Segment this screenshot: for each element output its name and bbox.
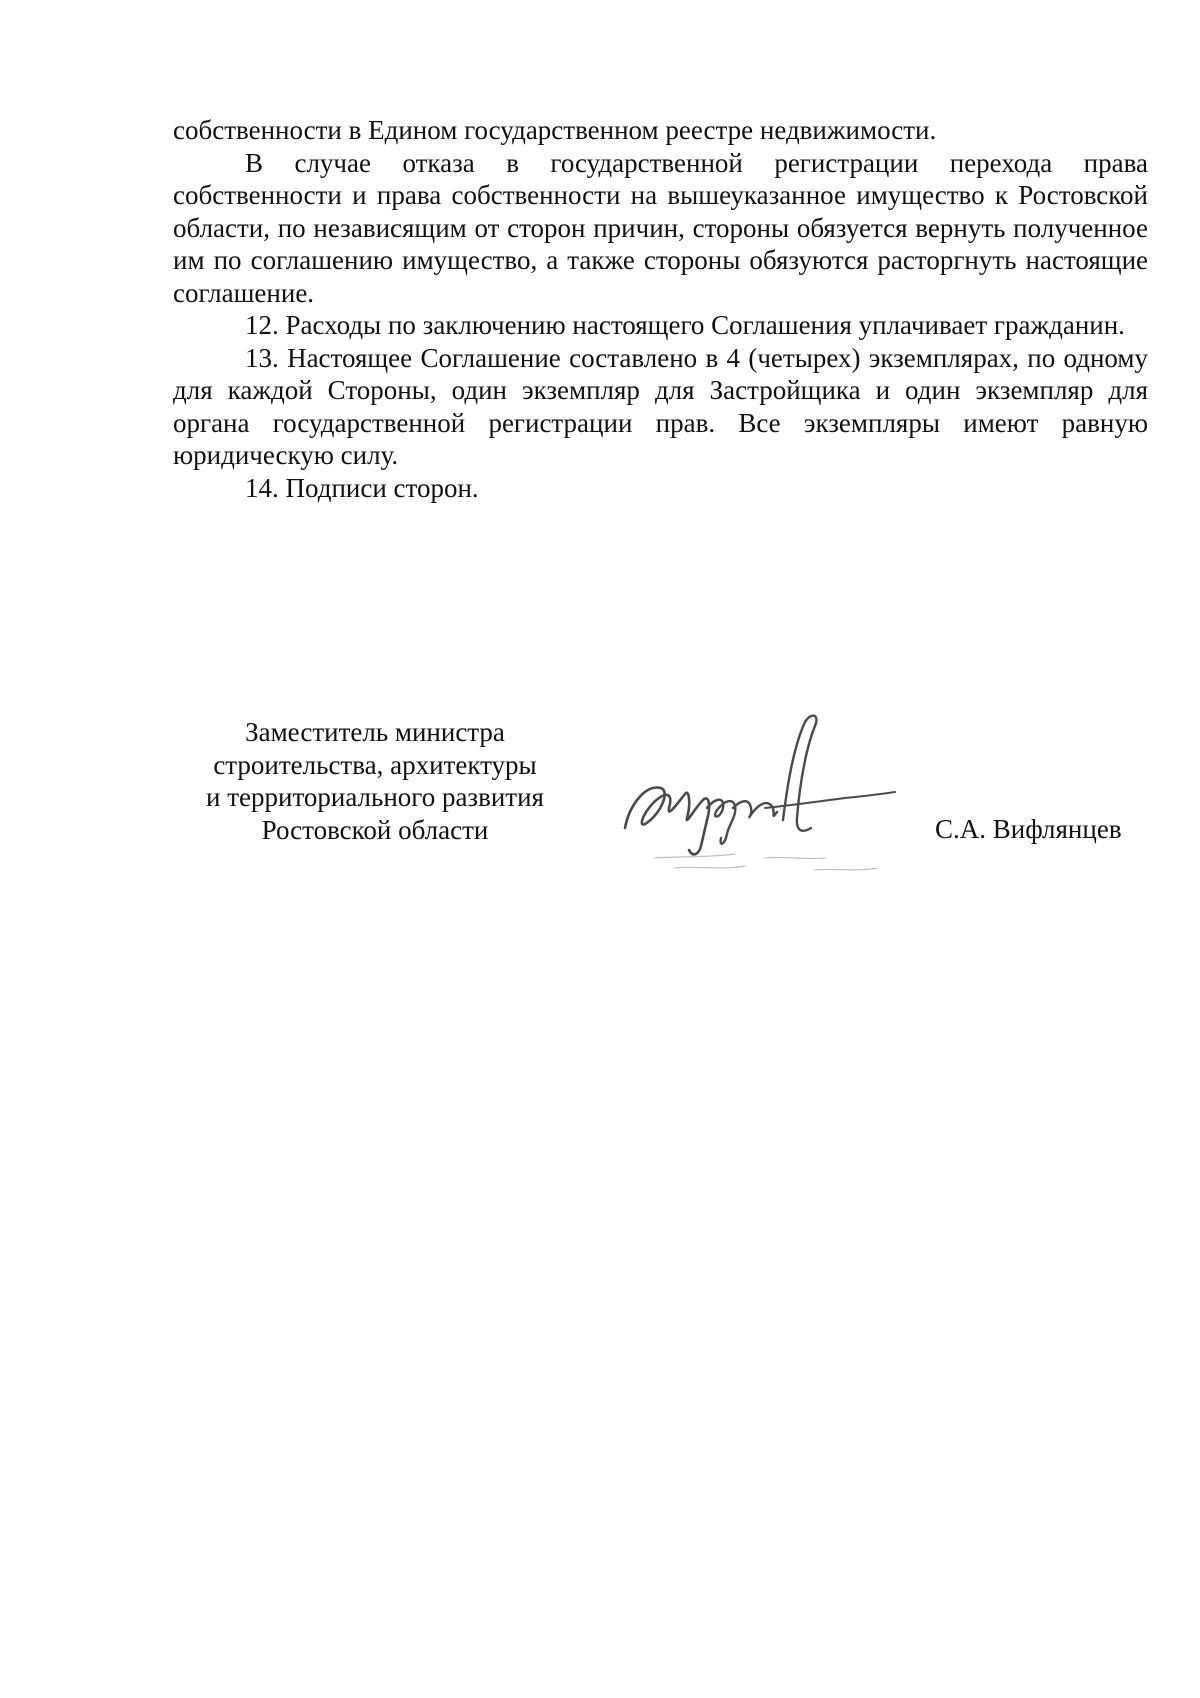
signature-block — [0, 716, 1200, 896]
paragraph-clause-12: 12. Расходы по заключению настоящего Соглашения уплачивает гражданин. — [245, 310, 1125, 340]
signer-position — [160, 716, 590, 846]
signer-position-line: Заместитель министра — [245, 717, 505, 747]
signer-position-line: строительства, архитектуры — [213, 749, 537, 780]
signer-position-line: Ростовской области — [261, 814, 489, 845]
signer-position-line: и территориального развития — [206, 782, 544, 812]
paragraph-clause-14: 14. Подписи сторон. — [245, 472, 479, 503]
signer-name: С.А. Вифлянцев — [935, 814, 1122, 844]
paragraph-clause-13: 13. Настоящее Соглашение составлено в 4 (четырех) экземплярах, по одному для каждой Стороны, один экземпляр для Застройщика и один экземпляр для органа государственной регистрации прав. Все экземпляры имеют равную юридическую силу. — [173, 342, 1148, 470]
document-body — [173, 114, 1148, 504]
paragraph-refusal-clause: В случае отказа в государственной регистрации перехода права собственности и права собственности на вышеуказанное имущество к Ростовской области, по независящим от сторон причин, стороны обязуется вернуть полученное им по соглашению имущество, а также стороны обязуются расторгнуть настоящие соглашение. — [173, 147, 1148, 308]
paragraph-continuation: собственности в Едином государственном реестре недвижимости. — [173, 115, 937, 145]
handwritten-signature — [615, 708, 915, 893]
